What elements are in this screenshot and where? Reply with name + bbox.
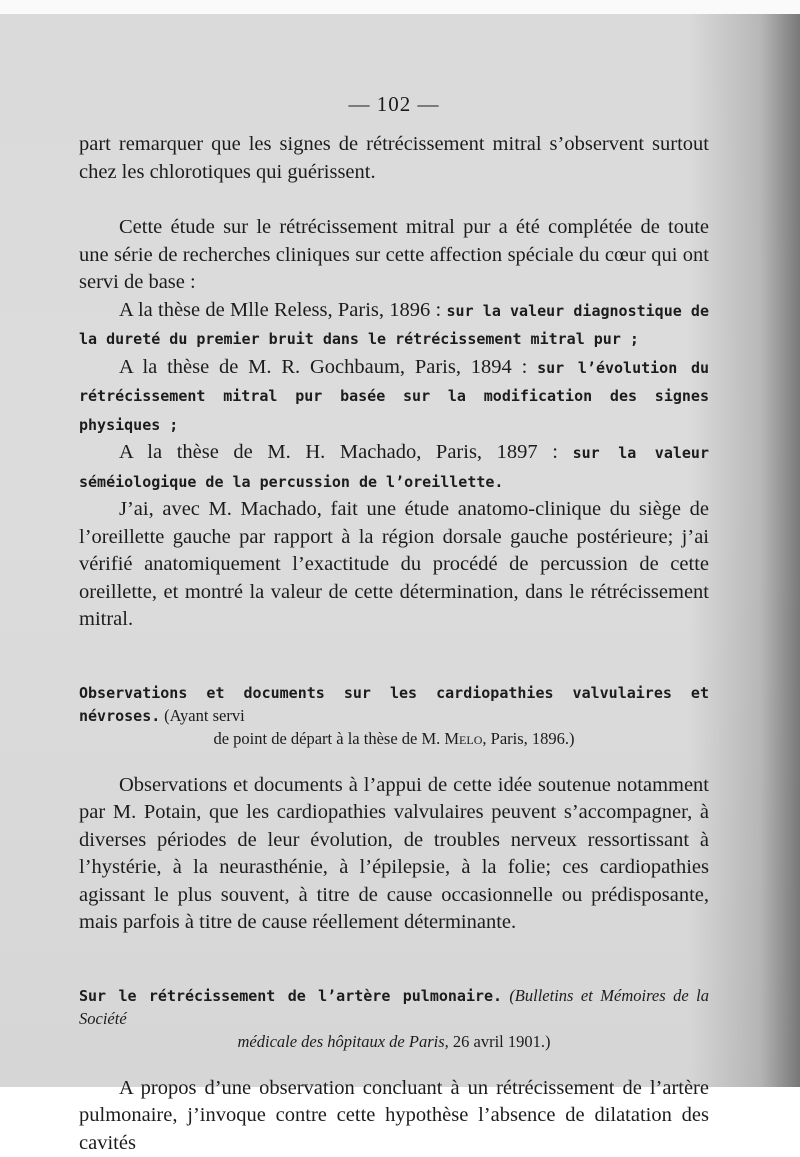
section-ref-cardiopathies-a: (Ayant servi xyxy=(164,706,245,725)
these-machado xyxy=(79,439,709,496)
section-ref-journal: médicale des hôpitaux de Paris, xyxy=(238,1032,449,1051)
section-heading-pulmonaire xyxy=(79,985,709,1053)
paragraph-machado: J’ai, avec M. Machado, fait une étude anatomo-clinique du siège de l’oreillette gauche par rapport à la région dorsale gauche postérieure; j’ai vérifié anatomiquement l’exactitude du procédé de percussion de cette oreillette, et montré la valeur de cette détermination, dans le rétrécissement mitral. xyxy=(79,496,709,634)
page-text xyxy=(79,92,709,1157)
paragraph-observations: Observations et documents à l’appui de cette idée soutenue notamment par M. Potain, que les cardiopathies valvulaires peuvent s’accompagner, à diverses périodes de leur évolution, de troubles nerveux ressortissant à l’hystérie, à la neurasthénie, à l’épilepsie, à la folie; ces cardiopathies agissant le plus souvent, à titre de cause occasionnelle ou prédisposante, mais parfois à titre de cause réellement déterminante. xyxy=(79,772,709,937)
these-machado-intro: A la thèse de M. H. Machado, Paris, 1897 : xyxy=(119,441,573,463)
paragraph-etude: Cette étude sur le rétrécissement mitral pur a été complétée de toute une série de recherches cliniques sur cette affection spéciale du cœur qui ont servi de base : xyxy=(79,214,709,297)
section-title-cardiopathies: Observations et documents sur les cardiopathies valvulaires et névroses. xyxy=(79,684,709,725)
section-ref-author: Melo xyxy=(444,729,482,748)
paragraph-a-propos: A propos d’une observation concluant à un rétrécissement de l’artère pulmonaire, j’invoque contre cette hypothèse l’absence de dilatation des cavités xyxy=(79,1075,709,1157)
these-reless xyxy=(79,297,709,354)
section-ref-text: de point de départ à la thèse de M. xyxy=(213,729,444,748)
section-heading-cardiopathies xyxy=(79,682,709,750)
section-ref-cardiopathies-b xyxy=(79,728,709,750)
section-title-pulmonaire: Sur le rétrécissement de l’artère pulmonaire. xyxy=(79,987,502,1005)
paragraph-chlorotiques: part remarquer que les signes de rétrécissement mitral s’observent surtout chez les chlorotiques qui guérissent. xyxy=(79,131,709,186)
section-ref-pulmonaire-date: 26 avril 1901.) xyxy=(449,1032,551,1051)
these-machado-subject: sur la valeur séméiologique de la percussion de l’oreillette. xyxy=(79,444,709,491)
these-reless-subject: sur la valeur diagnostique de la dureté du premier bruit dans le rétrécissement mitral pur ; xyxy=(79,302,709,349)
section-ref-pulmonaire-a: (Bulletins et Mémoires de la Société xyxy=(79,986,709,1028)
these-gochbaum-subject: sur l’évolution du rétrécissement mitral pur basée sur la modification des signes physiques ; xyxy=(79,359,709,434)
section-ref-date: , Paris, 1896.) xyxy=(482,729,574,748)
section-ref-pulmonaire-b xyxy=(79,1031,709,1053)
these-gochbaum xyxy=(79,354,709,440)
these-reless-intro: A la thèse de Mlle Reless, Paris, 1896 : xyxy=(119,299,447,321)
these-gochbaum-intro: A la thèse de M. R. Gochbaum, Paris, 1894 : xyxy=(119,356,537,378)
page-number: — 102 — xyxy=(79,92,709,117)
